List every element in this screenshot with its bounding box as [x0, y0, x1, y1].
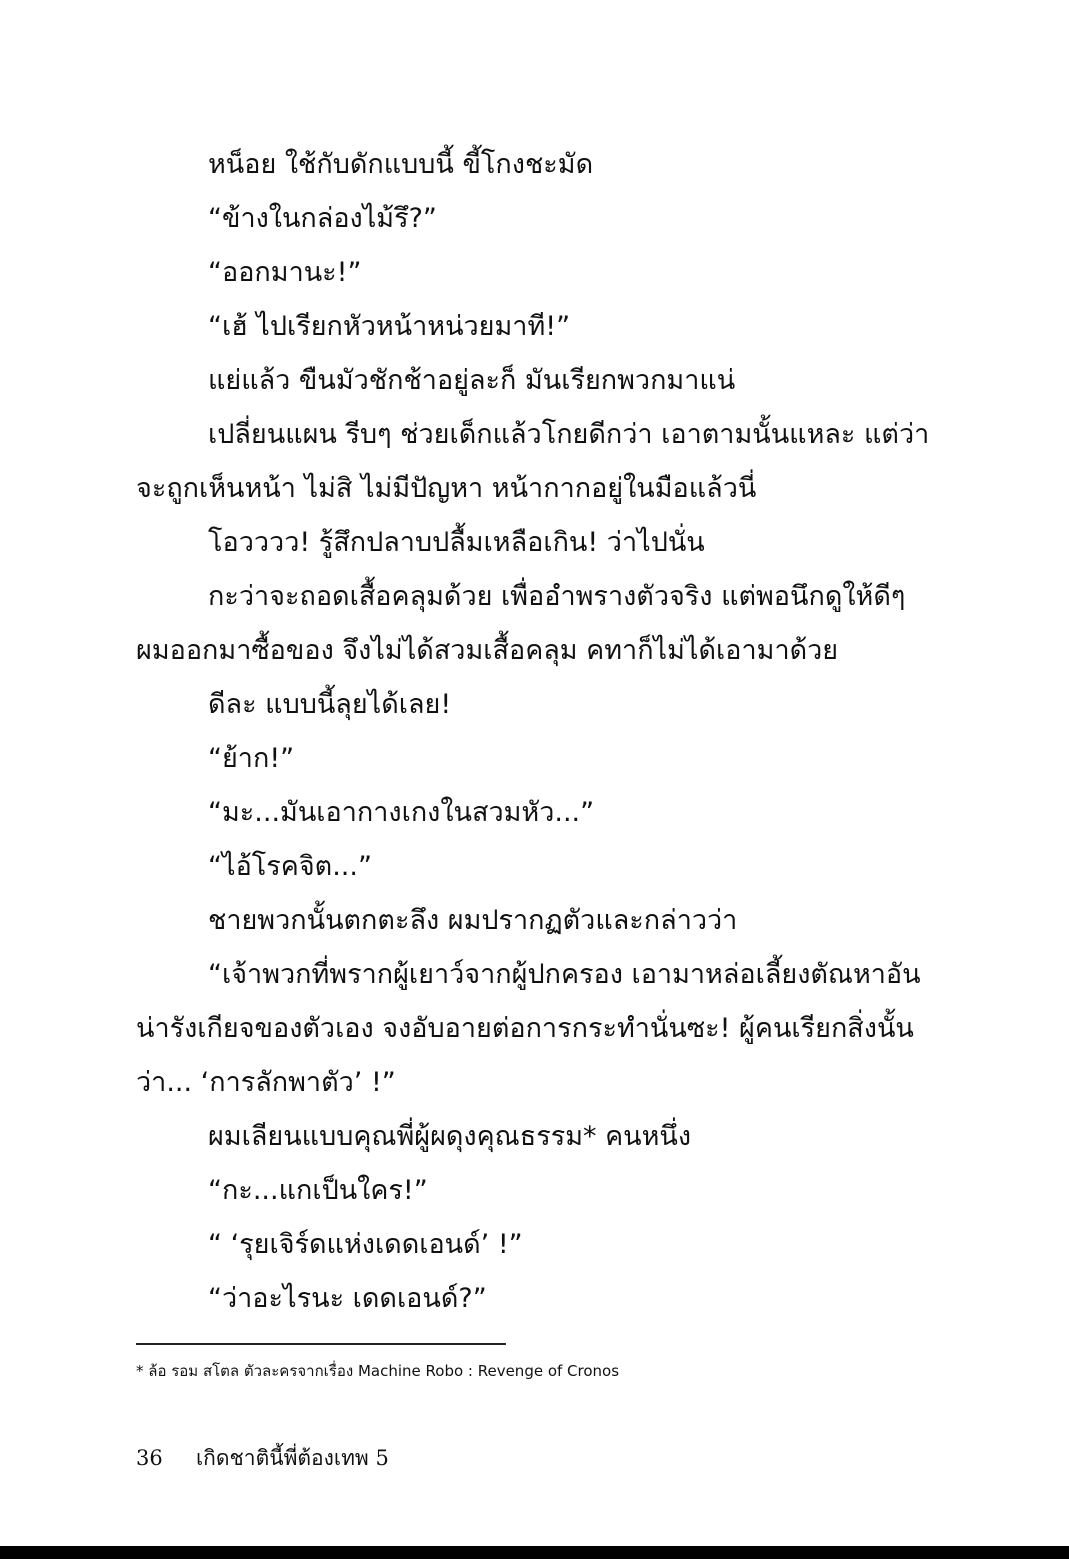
text-line: “เฮ้ ไปเรียกหัวหน้าหน่วยมาที!” — [208, 311, 571, 342]
text-line: “ ‘รุยเจิร์ดแห่งเดดเอนด์’ !” — [208, 1229, 523, 1260]
text-line: ผมออกมาซื้อของ จึงไม่ได้สวมเสื้อคลุม คทาก็ไม่ได้เอามาด้วย — [136, 635, 839, 666]
footnote-divider — [136, 1343, 506, 1345]
text-line: ชายพวกนั้นตกตะลึง ผมปรากฏตัวและกล่าวว่า — [208, 905, 738, 936]
text-line: จะถูกเห็นหน้า ไม่สิ ไม่มีปัญหา หน้ากากอยู่ในมือแล้วนี่ — [136, 473, 757, 504]
text-line: เปลี่ยนแผน รีบๆ ช่วยเด็กแล้วโกยดีกว่า เอาตามนั้นแหละ แต่ว่า — [208, 419, 930, 450]
page-number: 36 — [136, 1446, 163, 1470]
text-line: “ออกมานะ!” — [208, 257, 362, 288]
body-text — [136, 138, 930, 1326]
text-line: “มะ...มันเอากางเกงในสวมหัว...” — [208, 797, 595, 828]
text-line: “ย้าก!” — [208, 743, 295, 774]
text-line: “กะ...แกเป็นใคร!” — [208, 1175, 428, 1206]
bottom-edge-bar — [0, 1546, 1069, 1559]
text-line: ว่า... ‘การลักพาตัว’ !” — [136, 1067, 396, 1098]
text-line: “เจ้าพวกที่พรากผู้เยาว์จากผู้ปกครอง เอามาหล่อเลี้ยงตัณหาอัน — [208, 959, 921, 990]
page-footer — [136, 1444, 389, 1472]
text-line: น่ารังเกียจของตัวเอง จงอับอายต่อการกระทำนั่นซะ! ผู้คนเรียกสิ่งนั้น — [136, 1013, 914, 1044]
text-line: แย่แล้ว ขืนมัวชักช้าอยู่ละก็ มันเรียกพวกมาแน่ — [208, 365, 736, 396]
text-line: ดีละ แบบนี้ลุยได้เลย! — [208, 689, 452, 720]
text-line: หน็อย ใช้กับดักแบบนี้ ขี้โกงชะมัด — [208, 149, 594, 180]
text-line: กะว่าจะถอดเสื้อคลุมด้วย เพื่ออำพรางตัวจริง แต่พอนึกดูให้ดีๆ — [208, 581, 906, 612]
text-line: “ไอ้โรคจิต...” — [208, 851, 372, 882]
text-line: โอวววว! รู้สึกปลาบปลื้มเหลือเกิน! ว่าไปนั่น — [208, 527, 705, 558]
footnote: * ล้อ รอม สโตล ตัวละครจากเรื่อง Machine Robo : Revenge of Cronos — [136, 1362, 620, 1380]
text-line: “ข้างในกล่องไม้รึ?” — [208, 203, 437, 234]
text-line: “ว่าอะไรนะ เดดเอนด์?” — [208, 1283, 487, 1314]
text-line: ผมเลียนแบบคุณพี่ผู้ผดุงคุณธรรม* คนหนึ่ง — [208, 1121, 692, 1152]
book-title: เกิดชาตินี้พี่ต้องเทพ 5 — [196, 1446, 389, 1470]
